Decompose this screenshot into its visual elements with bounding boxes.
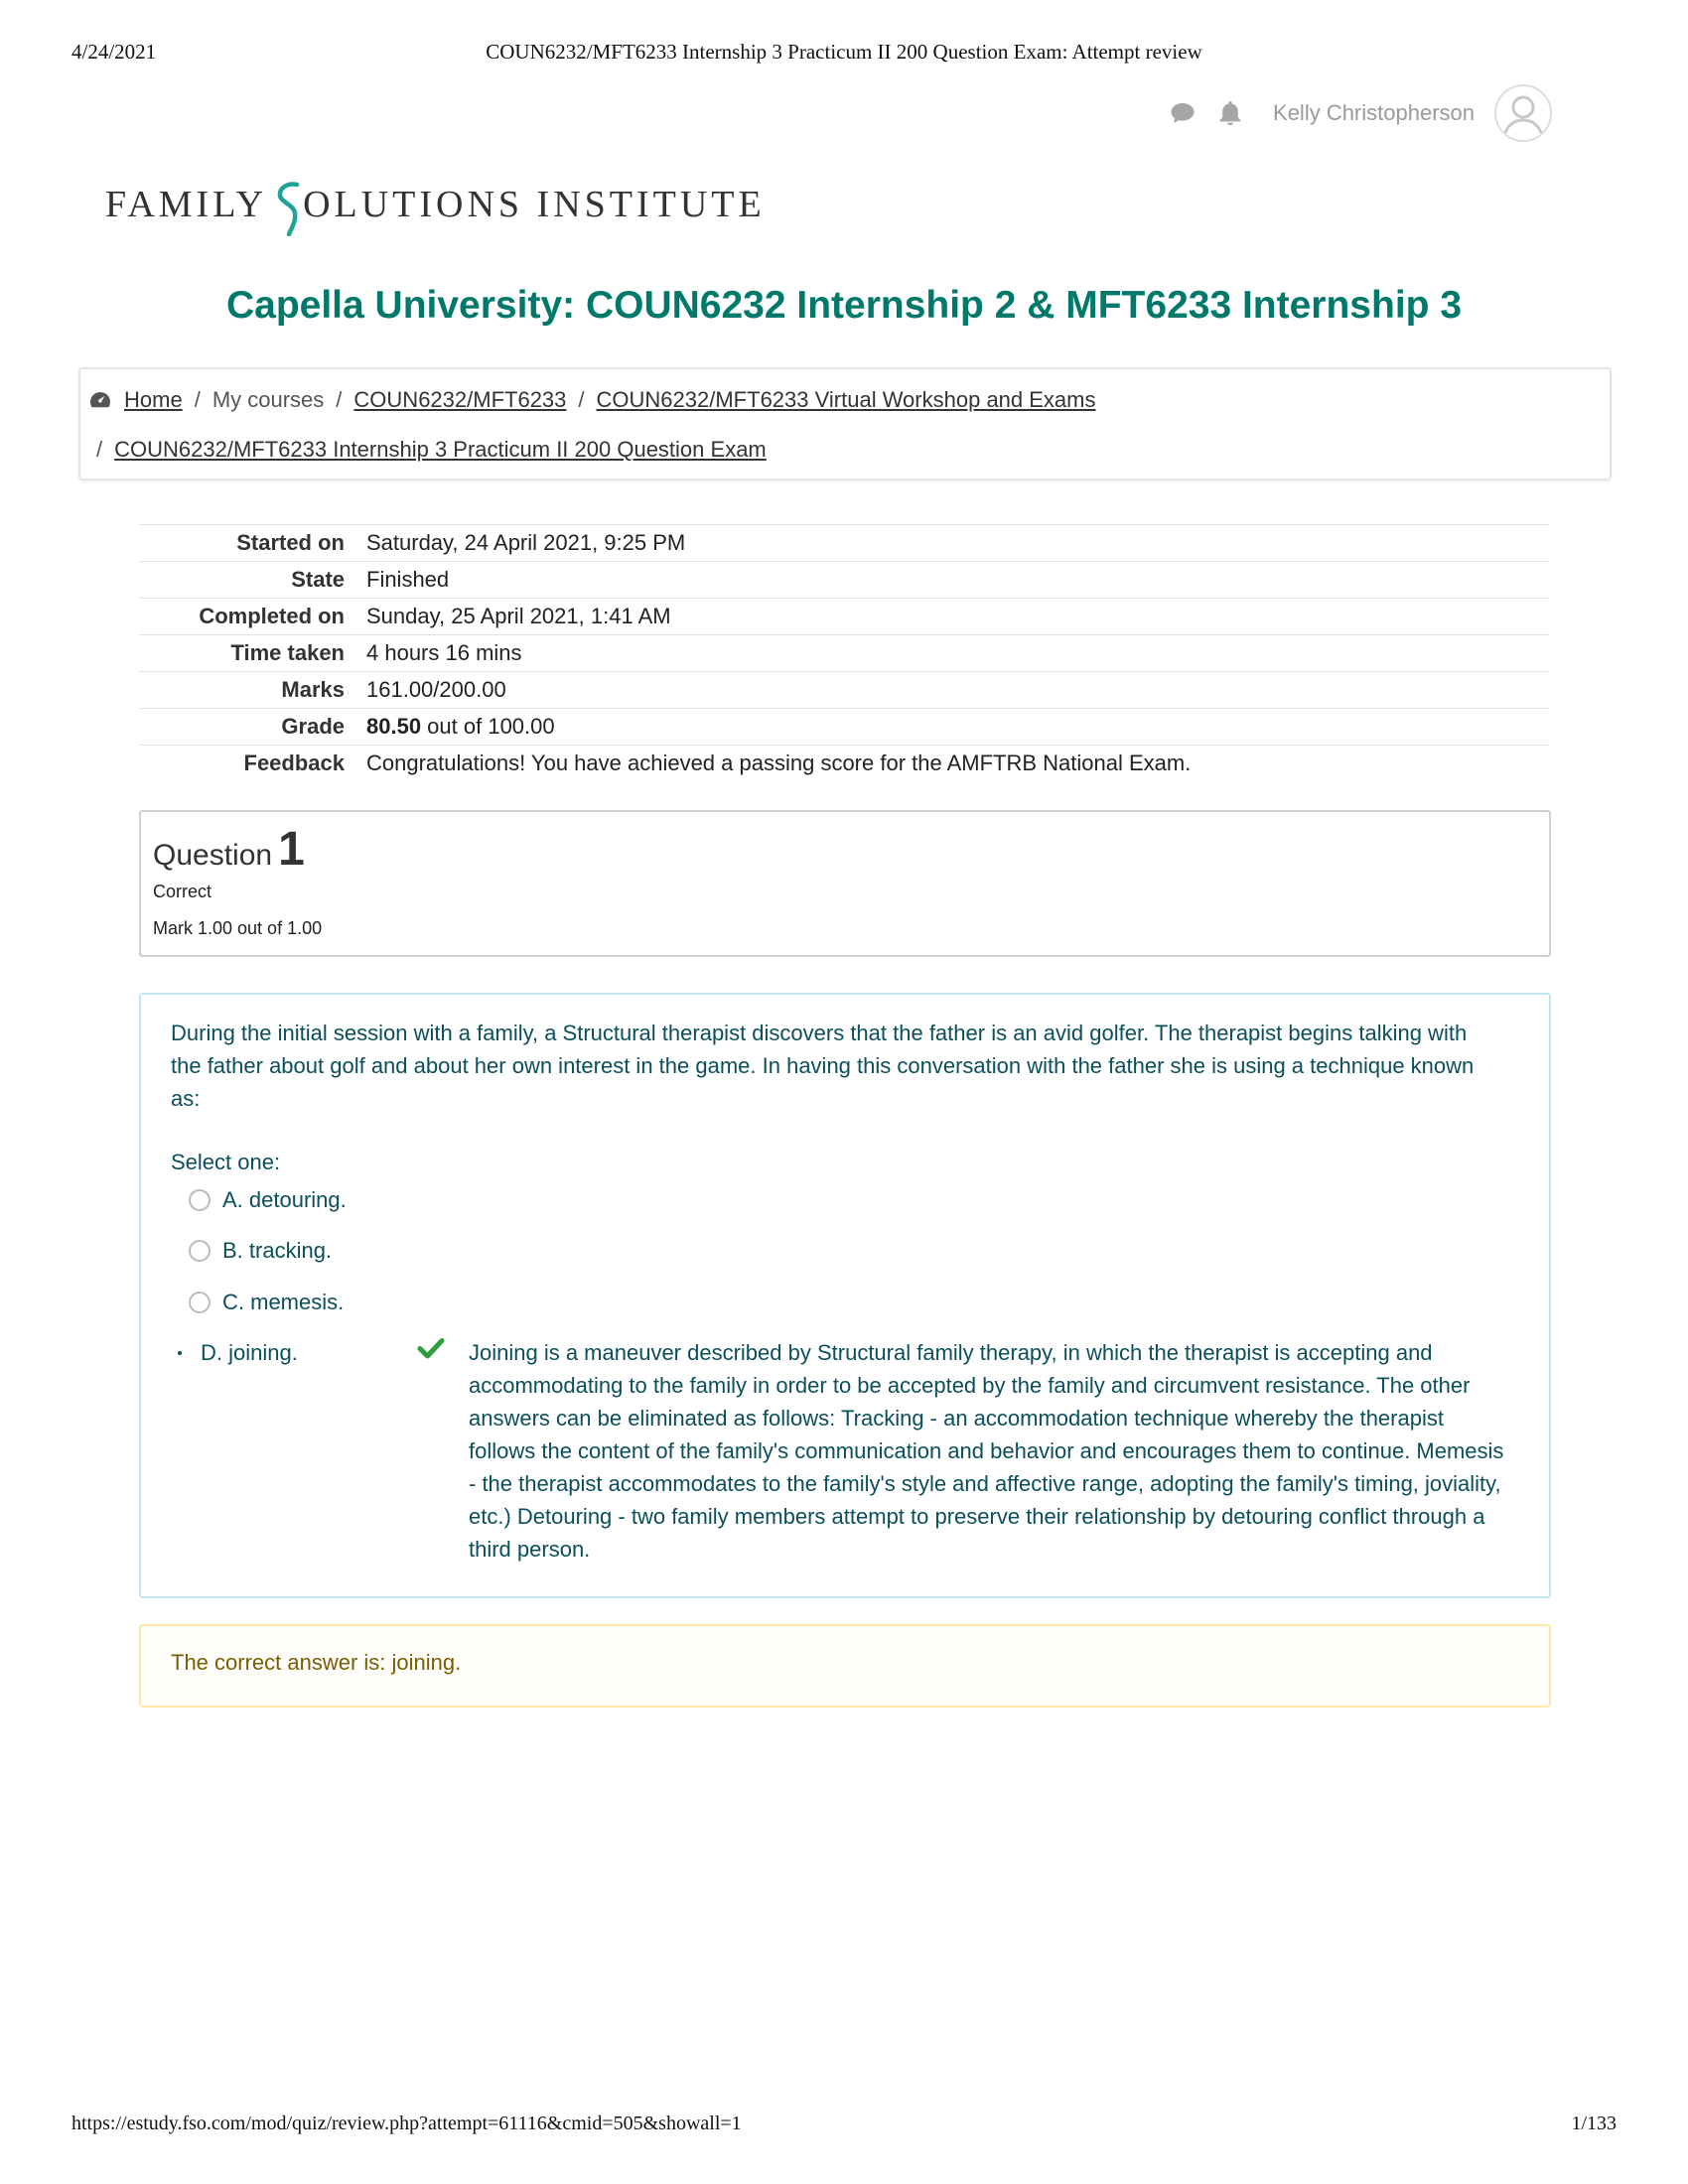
answer-feedback: Joining is a maneuver described by Structural family therapy, in which the therapist is accepting and accommodating to the family in order to be accepted by the family and circumvent resistance. The other answers can be eliminated as follows: Tracking - an accommodation technique whereby the therapist follows the content of the family's communication and behavior and encourages them to continue. Memesis - the therapist accommodates to the family's style and affective range, adopting the family's timing, joviality, etc.) Detouring - two family members attempt to preserve their relationship by detouring conflict through a third person.	[469, 1340, 1504, 1562]
question-number	[153, 822, 305, 877]
user-name[interactable]: Kelly Christopherson	[1273, 100, 1475, 125]
attempt-summary-table	[139, 524, 1549, 782]
avatar[interactable]	[1494, 84, 1552, 142]
brand-name-right: OLUTIONS INSTITUTE	[303, 184, 766, 225]
checkmark-icon	[417, 1336, 445, 1360]
correct-answer-box	[139, 1624, 1551, 1707]
question-number-value: 1	[278, 823, 305, 876]
summary-label: Feedback	[243, 751, 345, 776]
summary-value: Congratulations! You have achieved a passing score for the AMFTRB National Exam.	[366, 751, 1192, 776]
chat-icon[interactable]	[1170, 101, 1196, 125]
brand-name-left: FAMILY	[105, 184, 268, 225]
summary-value: 161.00/200.00	[366, 677, 506, 702]
answer-option-b[interactable]	[189, 1238, 332, 1264]
breadcrumb-course[interactable]: COUN6232/MFT6233	[353, 387, 567, 412]
option-label: B. tracking.	[222, 1238, 333, 1263]
print-header	[71, 40, 1617, 69]
question-label: Question	[153, 839, 273, 872]
bell-icon[interactable]	[1217, 99, 1243, 127]
breadcrumb-separator: /	[578, 387, 585, 412]
brand-s-icon	[271, 179, 305, 236]
breadcrumb-separator: /	[96, 437, 103, 462]
summary-value: 4 hours 16 mins	[366, 640, 522, 665]
table-row	[139, 746, 1549, 782]
question-state: Correct	[153, 882, 212, 901]
table-row	[139, 672, 1549, 709]
print-date: 4/24/2021	[71, 40, 157, 64]
summary-value: Sunday, 25 April 2021, 1:41 AM	[366, 604, 671, 628]
question-text: During the initial session with a family, a Structural therapist discovers that the father is an avid golfer. The therapist begins talking with the father about golf and about her own interest in the game. In having this conversation with the father she is using a technique known as:	[171, 1021, 1475, 1111]
table-row	[139, 635, 1549, 672]
radio-button[interactable]	[189, 1189, 211, 1211]
question-content	[139, 993, 1551, 1598]
breadcrumb-separator: /	[194, 387, 201, 412]
summary-value	[366, 709, 1549, 746]
table-row	[139, 525, 1549, 562]
summary-value: Saturday, 24 April 2021, 9:25 PM	[366, 530, 686, 555]
option-label: C. memesis.	[222, 1290, 345, 1314]
summary-value: Finished	[366, 567, 450, 592]
answer-option-a[interactable]	[189, 1187, 347, 1213]
print-page-number: 1/133	[1571, 2113, 1617, 2134]
summary-label: Grade	[281, 714, 345, 739]
answer-option-d[interactable]	[171, 1340, 298, 1366]
correct-answer-text: The correct answer is: joining.	[171, 1650, 462, 1675]
selected-bullet-icon	[171, 1344, 189, 1362]
breadcrumb	[78, 367, 1612, 480]
summary-label: Started on	[236, 530, 345, 555]
summary-label: State	[291, 567, 345, 592]
option-label: D. joining.	[201, 1340, 298, 1365]
grade-scale: out of 100.00	[421, 714, 555, 739]
table-row	[139, 599, 1549, 635]
print-title: COUN6232/MFT6233 Internship 3 Practicum II 200 Question Exam: Attempt review	[486, 40, 1202, 64]
breadcrumb-exam[interactable]: COUN6232/MFT6233 Internship 3 Practicum II 200 Question Exam	[114, 437, 767, 462]
breadcrumb-separator: /	[336, 387, 343, 412]
answer-option-c[interactable]	[189, 1290, 344, 1315]
breadcrumb-section[interactable]: COUN6232/MFT6233 Virtual Workshop and Exams	[596, 387, 1096, 412]
grade-score: 80.50	[366, 714, 422, 739]
user-navigation	[1170, 85, 1552, 141]
dashboard-icon	[88, 388, 112, 412]
select-one-prompt: Select one:	[171, 1150, 281, 1174]
summary-label: Marks	[281, 677, 345, 702]
brand-logo[interactable]	[105, 179, 766, 248]
question-mark: Mark 1.00 out of 1.00	[153, 918, 323, 938]
summary-label: Time taken	[230, 640, 345, 665]
breadcrumb-home[interactable]: Home	[124, 387, 183, 412]
radio-button[interactable]	[189, 1292, 211, 1313]
table-row	[139, 562, 1549, 599]
course-title: Capella University: COUN6232 Internship 2 & MFT6233 Internship 3	[225, 284, 1463, 327]
print-url: https://estudy.fso.com/mod/quiz/review.php?attempt=61116&cmid=505&showall=1	[71, 2113, 742, 2134]
summary-label: Completed on	[199, 604, 345, 628]
radio-button[interactable]	[189, 1240, 211, 1262]
option-label: A. detouring.	[222, 1187, 347, 1212]
breadcrumb-my-courses[interactable]: My courses	[211, 387, 325, 412]
table-row	[139, 709, 1549, 746]
print-footer	[71, 2113, 1617, 2142]
question-info	[139, 810, 1551, 957]
